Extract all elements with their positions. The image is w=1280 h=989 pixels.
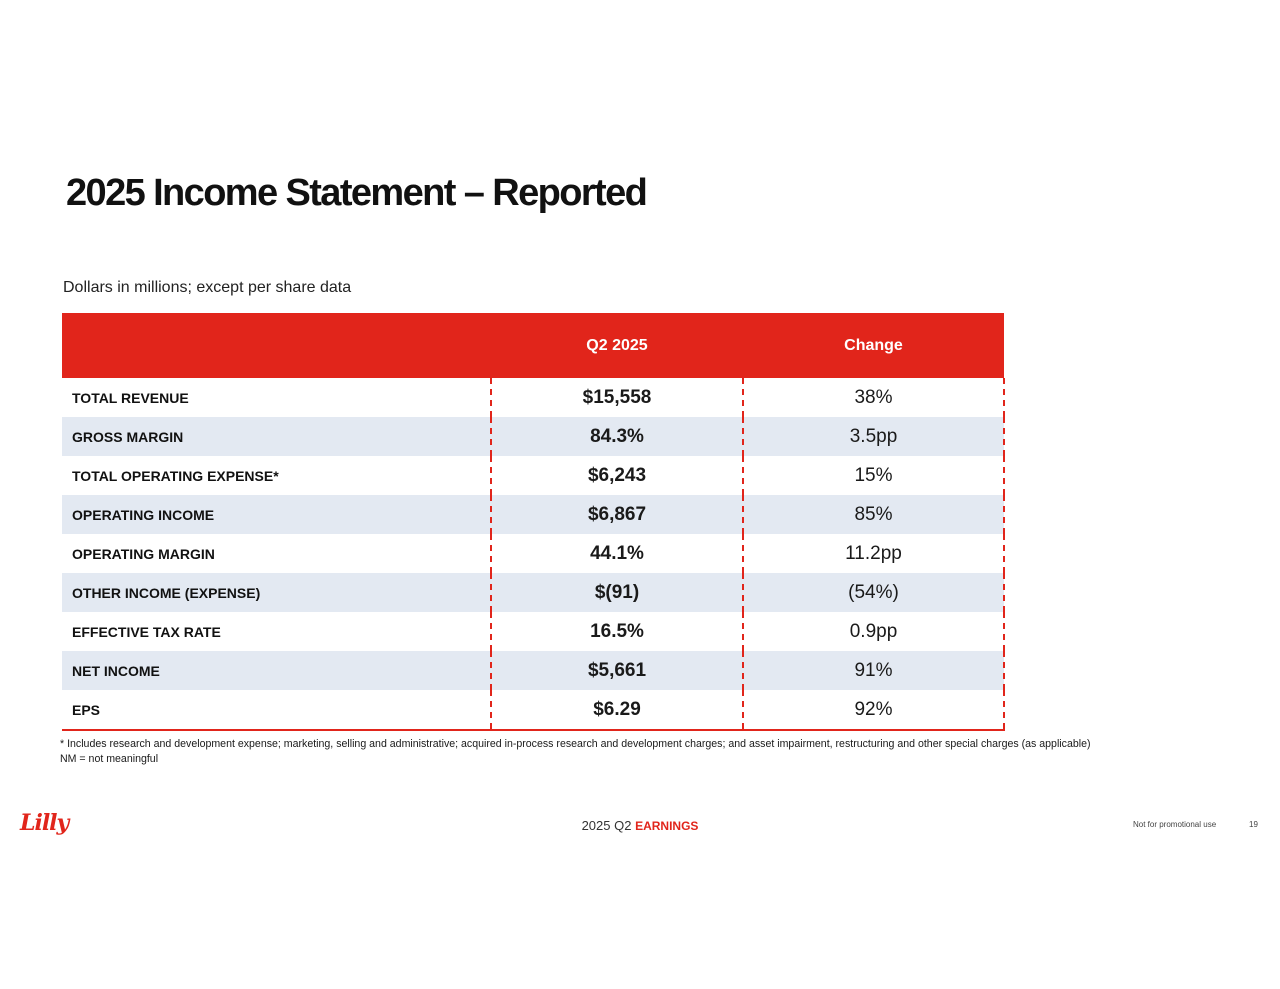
q2-2025-value: $6.29 xyxy=(491,690,743,730)
change-value: 92% xyxy=(743,690,1004,730)
change-value: 85% xyxy=(743,495,1004,534)
change-value: 15% xyxy=(743,456,1004,495)
footnotes xyxy=(60,737,1091,767)
q2-2025-value: $5,661 xyxy=(491,651,743,690)
table-row xyxy=(62,378,1004,417)
change-value: (54%) xyxy=(743,573,1004,612)
lilly-logo: Lilly xyxy=(20,810,69,836)
q2-2025-value: $6,243 xyxy=(491,456,743,495)
change-value: 38% xyxy=(743,378,1004,417)
change-value: 11.2pp xyxy=(743,534,1004,573)
header-q2-2025: Q2 2025 xyxy=(491,313,743,378)
row-label: OPERATING MARGIN xyxy=(72,545,215,562)
change-value: 0.9pp xyxy=(743,612,1004,651)
units-subtitle: Dollars in millions; except per share data xyxy=(63,279,352,296)
table-row xyxy=(62,651,1004,690)
change-value: 3.5pp xyxy=(743,417,1004,456)
row-label: EFFECTIVE TAX RATE xyxy=(72,623,221,640)
row-label: NET INCOME xyxy=(62,651,491,690)
page-number: 19 xyxy=(1249,820,1258,829)
q2-2025-value: $(91) xyxy=(491,573,743,612)
table-row xyxy=(62,690,1004,730)
row-label: OPERATING INCOME xyxy=(62,495,491,534)
footnote-nm: NM = not meaningful xyxy=(60,753,159,765)
row-label: TOTAL REVENUE xyxy=(72,389,189,406)
row-label: OTHER INCOME (EXPENSE) xyxy=(62,573,491,612)
footer-earnings-label xyxy=(0,818,1280,833)
table-row xyxy=(62,612,1004,651)
footer-earnings-accent: EARNINGS xyxy=(635,819,699,833)
table-row xyxy=(62,534,1004,573)
footer-period: 2025 Q2 xyxy=(581,818,632,833)
change-value: 91% xyxy=(743,651,1004,690)
table-row xyxy=(62,456,1004,495)
q2-2025-value: 44.1% xyxy=(491,534,743,573)
table-row xyxy=(62,573,1004,612)
table-header-row xyxy=(62,313,1004,378)
table-row xyxy=(62,495,1004,534)
footer-disclaimer: Not for promotional use xyxy=(1133,820,1217,829)
q2-2025-value: $6,867 xyxy=(491,495,743,534)
footnote-asterisk: * Includes research and development expense; marketing, selling and administrative; acquired in-process research and development charges; and asset impairment, restructuring and other special charges (as applicable) xyxy=(60,738,1091,750)
slide-title: 2025 Income Statement – Reported xyxy=(66,172,647,214)
row-label: TOTAL OPERATING EXPENSE* xyxy=(72,467,279,484)
income-statement-table xyxy=(62,313,1004,731)
row-label: GROSS MARGIN xyxy=(62,417,491,456)
table-row xyxy=(62,417,1004,456)
header-change: Change xyxy=(743,313,1004,378)
q2-2025-value: 84.3% xyxy=(491,417,743,456)
header-label-column xyxy=(62,313,491,378)
q2-2025-value: $15,558 xyxy=(491,378,743,417)
q2-2025-value: 16.5% xyxy=(491,612,743,651)
row-label: EPS xyxy=(62,690,491,730)
